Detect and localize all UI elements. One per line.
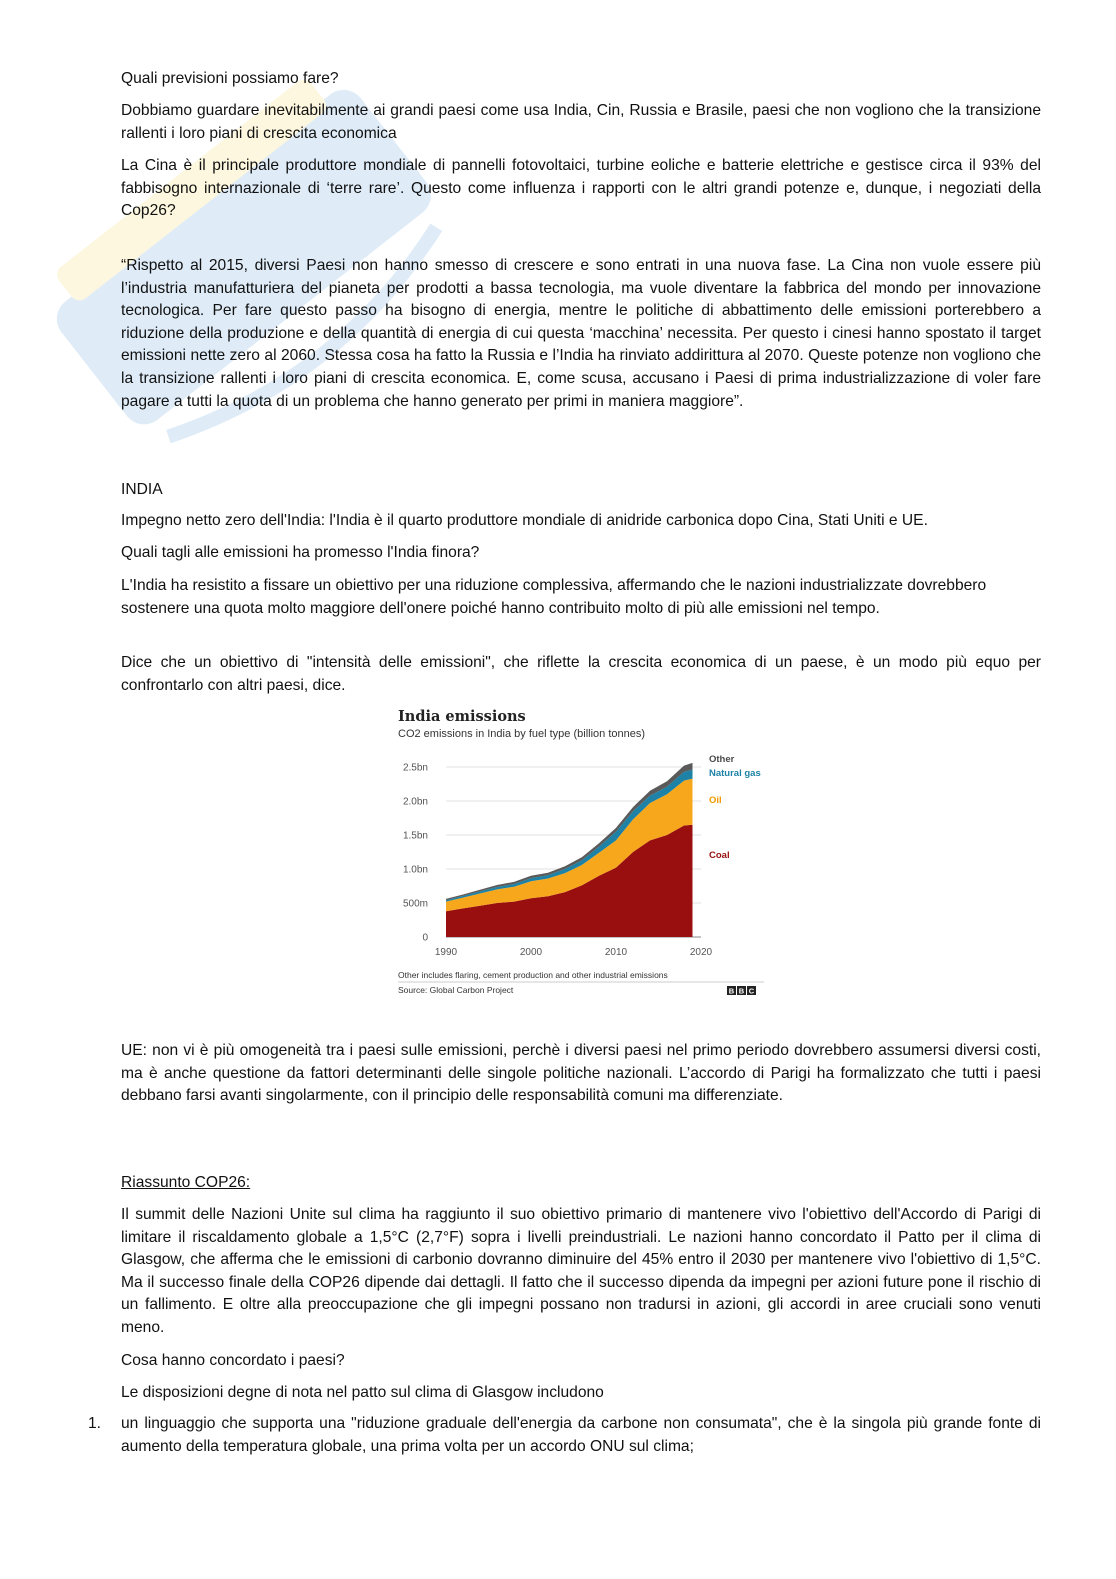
- bbc-c: C: [748, 986, 755, 996]
- chart-subtitle: CO2 emissions in India by fuel type (billion tonnes): [398, 728, 646, 740]
- paragraph: Impegno netto zero dell'India: l'India è il quarto produttore mondiale di anidride carbonica dopo Cina, Stati Uniti e UE.: [121, 512, 928, 529]
- bbc-b1: B: [728, 986, 735, 996]
- legend-coal: Coal: [709, 850, 730, 861]
- x-tick-label: 2000: [519, 947, 543, 958]
- paragraph-cop26-summary: Il summit delle Nazioni Unite sul clima ha raggiunto il suo obiettivo primario di mantenere vivo l'obiettivo dell'Accordo di Parigi di limitare il riscaldamento globale a 1,5°C (2,7°F) sopra i livelli preindustriali. Le nazioni hanno concordato il Patto per il clima di Glasgow, che afferma che le emissioni di carbonio dovranno diminuire del 45% entro il 2030 per mantenere vivo l'obiettivo di 1,5°C. Ma il successo finale della COP26 dipende dai dettagli. Il fatto che il successo dipenda da impegni per azioni future pone il rischio di un fallimento. E oltre alla preoccupazione che gli impegni possano non tradursi in azioni, gli accordi in aree cruciali sono venuti meno.: [121, 1206, 1041, 1336]
- paragraph: Le disposizioni degne di nota nel patto sul clima di Glasgow includono: [121, 1384, 604, 1401]
- list-number: 1.: [88, 1415, 102, 1432]
- section-heading-india: INDIA: [121, 481, 163, 498]
- y-tick-label: 1.0bn: [402, 864, 428, 876]
- india-emissions-chart: [396, 705, 768, 1000]
- y-tick-label: 1.5bn: [402, 830, 428, 842]
- bbc-logo: [727, 986, 756, 996]
- paragraph-question: Quali tagli alle emissioni ha promesso l'India finora?: [121, 544, 480, 561]
- paragraph: L'India ha resistito a fissare un obiettivo per una riduzione complessiva, affermando che le nazioni industrializzate dovrebbero sostenere una quota molto maggiore dell'onere poiché hanno contribuito molto di più alle emissioni nel tempo.: [121, 577, 987, 617]
- legend-oil: Oil: [709, 795, 722, 806]
- paragraph-eu: UE: non vi è più omogeneità tra i paesi sulle emissioni, perchè i diversi paesi nel primo periodo dovrebbero assumersi diversi costi, ma è anche questione da fattori determinanti delle singole politiche nazionali. L’accordo di Parigi ha formalizzato che tutti i paesi debbano farsi avanti singolarmente, con il principio delle responsabilità comuni ma differenziate.: [121, 1042, 1041, 1105]
- x-tick-label: 2020: [689, 947, 713, 958]
- list-item: un linguaggio che supporta una "riduzione graduale dell'energia da carbone non consumata", che è la singola più grande fonte di aumento della temperatura globale, una prima volta per un accordo ONU sul clima;: [121, 1415, 1041, 1455]
- section-heading-cop26: Riassunto COP26:: [121, 1174, 251, 1191]
- y-tick-label: 0: [422, 932, 428, 944]
- chart-title: India emissions: [398, 708, 526, 725]
- legend-other: Other: [709, 754, 735, 765]
- y-tick-label: 500m: [402, 898, 428, 910]
- paragraph-quote: “Rispetto al 2015, diversi Paesi non hanno smesso di crescere e sono entrati in una nuova fase. La Cina non vuole essere più l’industria manufatturiera del pianeta per prodotti a bassa tecnologia, ma vuole diventare la fabbrica del mondo per innovazione tecnologica. Per fare questo passo ha bisogno di energia, mentre le politiche di abbattimento delle emissioni porterebbero a riduzione della produzione e della quantità di energia di cui questa ‘macchina’ necessita. Per questo i cinesi hanno spostato il target emissioni nette zero al 2060. Stessa cosa ha fatto la Russia e l’India ha rinviato addirittura al 2070. Queste potenze non vogliono che la transizione rallenti i loro piani di crescita economica. E, come scusa, accusano i Paesi di prima industrializzazione di voler fare pagare a tutti la quota di un problema che hanno generato per primi in maniera maggiore”.: [121, 257, 1041, 410]
- y-tick-label: 2.5bn: [402, 762, 428, 774]
- chart-source: Source: Global Carbon Project: [398, 985, 514, 995]
- x-tick-label: 2010: [604, 947, 628, 958]
- x-tick-label: 1990: [434, 947, 458, 958]
- y-tick-label: 2.0bn: [402, 796, 428, 808]
- chart-footnote: Other includes flaring, cement production and other industrial emissions: [398, 970, 668, 980]
- paragraph: Dobbiamo guardare inevitabilmente ai grandi paesi come usa India, Cin, Russia e Brasile, paesi che non vogliono che la transizione rallenti i loro piani di crescita economica: [121, 102, 1041, 142]
- paragraph: Dice che un obiettivo di "intensità delle emissioni", che riflette la crescita economica di un paese, è un modo più equo per confrontarlo con altri paesi, dice.: [121, 654, 1041, 694]
- paragraph-question: Quali previsioni possiamo fare?: [121, 70, 339, 87]
- paragraph: La Cina è il principale produttore mondiale di pannelli fotovoltaici, turbine eoliche e batterie elettriche e gestisce circa il 93% del fabbisogno internazionale di ‘terre rare’. Questo come influenza i rapporti con le altri grandi potenze e, dunque, i negoziati della Cop26?: [121, 157, 1041, 220]
- bbc-b2: B: [738, 986, 745, 996]
- chart-svg: [396, 705, 768, 1000]
- legend-natural-gas: Natural gas: [709, 768, 761, 779]
- paragraph-question: Cosa hanno concordato i paesi?: [121, 1352, 345, 1369]
